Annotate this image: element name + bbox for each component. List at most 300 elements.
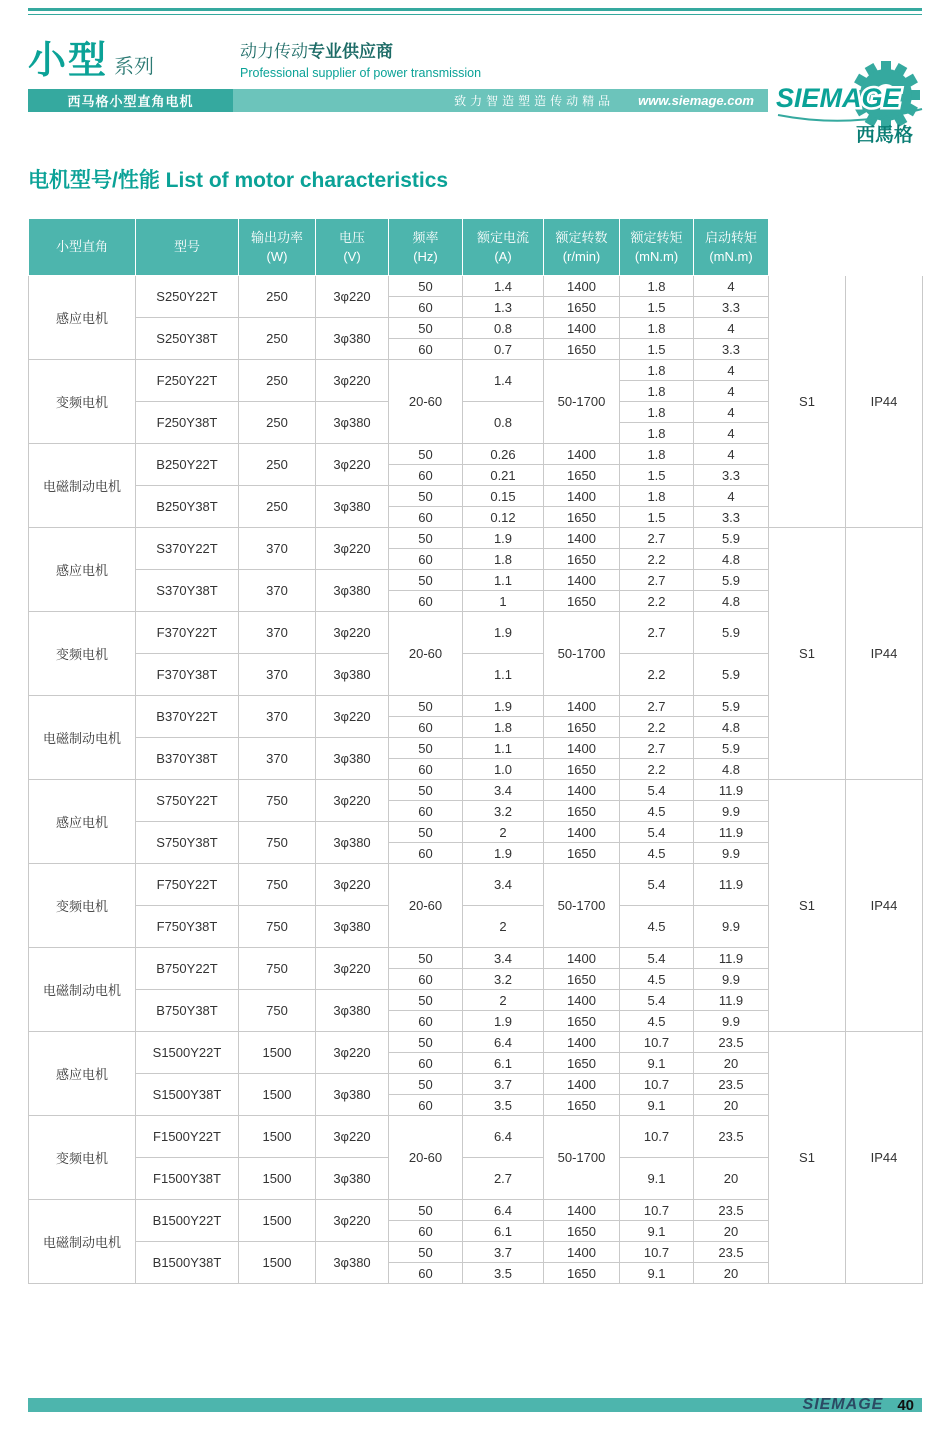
spec-cell: 0.8 bbox=[463, 402, 544, 444]
spec-cell: 5.4 bbox=[620, 948, 694, 969]
rating-cell: IP44 bbox=[846, 1032, 923, 1284]
spec-cell: 2.2 bbox=[620, 591, 694, 612]
series-title bbox=[28, 29, 154, 84]
spec-cell: B370Y22T bbox=[136, 696, 239, 738]
spec-cell: 11.9 bbox=[694, 990, 769, 1011]
spec-cell: 1400 bbox=[544, 948, 620, 969]
spec-cell: 1650 bbox=[544, 1221, 620, 1242]
spec-cell: 2.7 bbox=[620, 528, 694, 549]
spec-cell: 50 bbox=[389, 1200, 463, 1221]
rating-cell: S1 bbox=[769, 276, 846, 528]
spec-cell: 60 bbox=[389, 297, 463, 318]
spec-cell: 50 bbox=[389, 1032, 463, 1053]
spec-cell: 2.7 bbox=[463, 1158, 544, 1200]
spec-cell: 2.2 bbox=[620, 654, 694, 696]
spec-cell: 0.8 bbox=[463, 318, 544, 339]
spec-cell: 4.5 bbox=[620, 906, 694, 948]
spec-cell: 6.1 bbox=[463, 1053, 544, 1074]
spec-cell: 2.2 bbox=[620, 549, 694, 570]
top-rule-secondary bbox=[28, 14, 922, 15]
spec-cell: 20-60 bbox=[389, 864, 463, 948]
spec-cell: 3φ380 bbox=[316, 486, 389, 528]
spec-cell: 1400 bbox=[544, 1200, 620, 1221]
spec-cell: 1.8 bbox=[620, 444, 694, 465]
spec-cell: 1400 bbox=[544, 1242, 620, 1263]
column-header: 电压 (V) bbox=[316, 219, 389, 276]
motor-characteristics-table bbox=[28, 218, 923, 1284]
spec-cell: S250Y22T bbox=[136, 276, 239, 318]
spec-cell: B250Y22T bbox=[136, 444, 239, 486]
spec-cell: 2.7 bbox=[620, 612, 694, 654]
spec-cell: 3φ220 bbox=[316, 1116, 389, 1158]
spec-cell: 250 bbox=[239, 444, 316, 486]
spec-cell: 1.1 bbox=[463, 654, 544, 696]
slogan-cn bbox=[240, 37, 481, 62]
spec-cell: 3.2 bbox=[463, 801, 544, 822]
spec-cell: B750Y38T bbox=[136, 990, 239, 1032]
spec-cell: 4.8 bbox=[694, 549, 769, 570]
spec-cell: 6.4 bbox=[463, 1200, 544, 1221]
spec-cell: 50 bbox=[389, 1242, 463, 1263]
table-header-row bbox=[29, 219, 923, 276]
page-title: 电机型号/性能 List of motor characteristics bbox=[28, 169, 449, 192]
spec-cell: 4.8 bbox=[694, 759, 769, 780]
spec-cell: 3φ380 bbox=[316, 570, 389, 612]
spec-cell: 1400 bbox=[544, 1032, 620, 1053]
spec-cell: 1400 bbox=[544, 738, 620, 759]
spec-cell: 60 bbox=[389, 717, 463, 738]
column-header: 启动转矩 (mN.m) bbox=[694, 219, 769, 276]
spec-cell: S370Y22T bbox=[136, 528, 239, 570]
spec-cell: 1500 bbox=[239, 1242, 316, 1284]
spec-cell: 5.9 bbox=[694, 654, 769, 696]
spec-cell: 1650 bbox=[544, 591, 620, 612]
spec-cell: 1650 bbox=[544, 297, 620, 318]
spec-cell: B750Y22T bbox=[136, 948, 239, 990]
slogan-cn-normal: 动力传动 bbox=[240, 42, 308, 61]
spec-cell: 4 bbox=[694, 360, 769, 381]
rating-cell: S1 bbox=[769, 528, 846, 780]
spec-cell: 4 bbox=[694, 444, 769, 465]
spec-cell: 5.9 bbox=[694, 738, 769, 759]
spec-cell: 370 bbox=[239, 612, 316, 654]
spec-cell: 1.3 bbox=[463, 297, 544, 318]
column-header-blank bbox=[769, 219, 846, 276]
spec-cell: 5.4 bbox=[620, 780, 694, 801]
spec-cell: 1400 bbox=[544, 696, 620, 717]
spec-cell: 60 bbox=[389, 591, 463, 612]
spec-cell: 2 bbox=[463, 906, 544, 948]
spec-cell: 1.9 bbox=[463, 696, 544, 717]
category-cell: 感应电机 bbox=[29, 276, 136, 360]
spec-cell: F250Y38T bbox=[136, 402, 239, 444]
spec-cell: 6.4 bbox=[463, 1116, 544, 1158]
spec-cell: 11.9 bbox=[694, 822, 769, 843]
spec-cell: 3φ380 bbox=[316, 1242, 389, 1284]
spec-cell: 9.1 bbox=[620, 1263, 694, 1284]
spec-cell: B1500Y38T bbox=[136, 1242, 239, 1284]
category-cell: 电磁制动电机 bbox=[29, 948, 136, 1032]
spec-cell: 3.7 bbox=[463, 1074, 544, 1095]
spec-cell: 4 bbox=[694, 423, 769, 444]
spec-cell: 1.9 bbox=[463, 528, 544, 549]
slogan bbox=[240, 37, 481, 80]
spec-cell: 3φ220 bbox=[316, 276, 389, 318]
column-header: 输出功率 (W) bbox=[239, 219, 316, 276]
spec-cell: 9.1 bbox=[620, 1095, 694, 1116]
spec-cell: 50 bbox=[389, 822, 463, 843]
spec-cell: 23.5 bbox=[694, 1032, 769, 1053]
spec-cell: B370Y38T bbox=[136, 738, 239, 780]
spec-cell: 50 bbox=[389, 1074, 463, 1095]
spec-cell: 60 bbox=[389, 1053, 463, 1074]
spec-cell: 250 bbox=[239, 486, 316, 528]
band-url-link[interactable]: www.siemage.com bbox=[638, 93, 754, 108]
spec-cell: 1400 bbox=[544, 318, 620, 339]
spec-cell: 3.5 bbox=[463, 1263, 544, 1284]
footer-page-number: 40 bbox=[897, 1396, 914, 1414]
spec-cell: 5.9 bbox=[694, 528, 769, 549]
spec-cell: 3φ220 bbox=[316, 696, 389, 738]
category-cell: 感应电机 bbox=[29, 528, 136, 612]
column-header: 型号 bbox=[136, 219, 239, 276]
spec-cell: 0.26 bbox=[463, 444, 544, 465]
column-header: 额定转数 (r/min) bbox=[544, 219, 620, 276]
spec-cell: 1.4 bbox=[463, 276, 544, 297]
spec-cell: 1650 bbox=[544, 717, 620, 738]
spec-cell: 1.8 bbox=[620, 318, 694, 339]
spec-cell: F1500Y38T bbox=[136, 1158, 239, 1200]
spec-cell: 1.8 bbox=[620, 276, 694, 297]
spec-cell: 5.4 bbox=[620, 822, 694, 843]
spec-cell: 50-1700 bbox=[544, 1116, 620, 1200]
spec-cell: 60 bbox=[389, 549, 463, 570]
spec-cell: 1.5 bbox=[620, 339, 694, 360]
spec-cell: F750Y38T bbox=[136, 906, 239, 948]
spec-cell: 3.4 bbox=[463, 948, 544, 969]
spec-cell: 750 bbox=[239, 780, 316, 822]
spec-cell: 1.0 bbox=[463, 759, 544, 780]
spec-cell: 1400 bbox=[544, 486, 620, 507]
spec-cell: 0.15 bbox=[463, 486, 544, 507]
spec-cell: 50 bbox=[389, 570, 463, 591]
spec-cell: 3φ220 bbox=[316, 528, 389, 570]
spec-cell: 3φ220 bbox=[316, 864, 389, 906]
spec-cell: 3φ380 bbox=[316, 906, 389, 948]
spec-cell: 750 bbox=[239, 822, 316, 864]
spec-cell: F1500Y22T bbox=[136, 1116, 239, 1158]
spec-cell: 60 bbox=[389, 339, 463, 360]
spec-cell: S750Y38T bbox=[136, 822, 239, 864]
spec-cell: 1.8 bbox=[463, 549, 544, 570]
rating-cell: S1 bbox=[769, 780, 846, 1032]
table-row bbox=[29, 780, 923, 801]
spec-cell: 20 bbox=[694, 1053, 769, 1074]
logo-cn: 西馬格 bbox=[856, 125, 914, 146]
spec-cell: 9.1 bbox=[620, 1053, 694, 1074]
spec-cell: 50 bbox=[389, 780, 463, 801]
table-body bbox=[29, 276, 923, 1284]
spec-cell: 1.8 bbox=[620, 486, 694, 507]
spec-cell: 50 bbox=[389, 486, 463, 507]
spec-cell: 1400 bbox=[544, 990, 620, 1011]
spec-cell: 2 bbox=[463, 822, 544, 843]
spec-cell: 1.5 bbox=[620, 297, 694, 318]
spec-cell: 50 bbox=[389, 444, 463, 465]
spec-cell: 4 bbox=[694, 486, 769, 507]
category-cell: 电磁制动电机 bbox=[29, 696, 136, 780]
spec-cell: 3φ380 bbox=[316, 402, 389, 444]
spec-cell: 10.7 bbox=[620, 1200, 694, 1221]
spec-cell: 2.7 bbox=[620, 738, 694, 759]
spec-cell: 1400 bbox=[544, 444, 620, 465]
spec-cell: 1400 bbox=[544, 822, 620, 843]
spec-cell: 60 bbox=[389, 843, 463, 864]
spec-cell: 9.9 bbox=[694, 843, 769, 864]
band-tagline: 致力智造塑造传动精品 bbox=[454, 94, 615, 108]
spec-cell: 4.5 bbox=[620, 801, 694, 822]
spec-cell: 3.7 bbox=[463, 1242, 544, 1263]
spec-cell: 1500 bbox=[239, 1158, 316, 1200]
spec-cell: 2.7 bbox=[620, 570, 694, 591]
spec-cell: 20-60 bbox=[389, 1116, 463, 1200]
spec-cell: 1650 bbox=[544, 759, 620, 780]
column-header: 额定转矩 (mN.m) bbox=[620, 219, 694, 276]
spec-cell: 1.5 bbox=[620, 507, 694, 528]
spec-cell: 5.9 bbox=[694, 696, 769, 717]
spec-cell: 9.1 bbox=[620, 1221, 694, 1242]
spec-cell: 3φ380 bbox=[316, 822, 389, 864]
spec-cell: 50 bbox=[389, 948, 463, 969]
category-cell: 变频电机 bbox=[29, 1116, 136, 1200]
spec-cell: 60 bbox=[389, 759, 463, 780]
spec-cell: 1650 bbox=[544, 549, 620, 570]
spec-cell: 10.7 bbox=[620, 1242, 694, 1263]
column-header-blank bbox=[846, 219, 923, 276]
spec-cell: 370 bbox=[239, 738, 316, 780]
spec-cell: 11.9 bbox=[694, 780, 769, 801]
product-band-right bbox=[233, 89, 768, 112]
spec-cell: 3φ380 bbox=[316, 990, 389, 1032]
table-row bbox=[29, 276, 923, 297]
spec-cell: 3.4 bbox=[463, 780, 544, 801]
category-cell: 变频电机 bbox=[29, 612, 136, 696]
spec-cell: 3.3 bbox=[694, 297, 769, 318]
spec-cell: 9.9 bbox=[694, 906, 769, 948]
spec-cell: 10.7 bbox=[620, 1116, 694, 1158]
column-header: 额定电流 (A) bbox=[463, 219, 544, 276]
spec-cell: 1.8 bbox=[620, 423, 694, 444]
spec-cell: 20 bbox=[694, 1221, 769, 1242]
spec-cell: 1.8 bbox=[463, 717, 544, 738]
spec-cell: 9.9 bbox=[694, 801, 769, 822]
spec-cell: F750Y22T bbox=[136, 864, 239, 906]
product-band bbox=[28, 89, 768, 112]
spec-cell: 1650 bbox=[544, 339, 620, 360]
spec-cell: F370Y22T bbox=[136, 612, 239, 654]
spec-cell: 0.12 bbox=[463, 507, 544, 528]
spec-cell: 2.7 bbox=[620, 696, 694, 717]
spec-cell: 3φ220 bbox=[316, 612, 389, 654]
spec-cell: 1400 bbox=[544, 528, 620, 549]
spec-cell: S1500Y22T bbox=[136, 1032, 239, 1074]
spec-cell: 370 bbox=[239, 570, 316, 612]
spec-cell: 250 bbox=[239, 402, 316, 444]
category-cell: 电磁制动电机 bbox=[29, 1200, 136, 1284]
spec-cell: 2.2 bbox=[620, 717, 694, 738]
rating-cell: IP44 bbox=[846, 528, 923, 780]
spec-cell: 60 bbox=[389, 465, 463, 486]
spec-cell: 9.9 bbox=[694, 969, 769, 990]
spec-cell: 2.2 bbox=[620, 759, 694, 780]
spec-cell: 50-1700 bbox=[544, 360, 620, 444]
spec-cell: 3φ220 bbox=[316, 780, 389, 822]
spec-cell: 1650 bbox=[544, 1095, 620, 1116]
spec-cell: 1400 bbox=[544, 570, 620, 591]
spec-cell: F370Y38T bbox=[136, 654, 239, 696]
category-cell: 变频电机 bbox=[29, 360, 136, 444]
footer-brand: SIEMAGE bbox=[802, 1396, 884, 1413]
spec-cell: 1.8 bbox=[620, 402, 694, 423]
column-header: 小型直角 bbox=[29, 219, 136, 276]
spec-cell: 50 bbox=[389, 990, 463, 1011]
spec-cell: 1500 bbox=[239, 1074, 316, 1116]
spec-cell: 1.9 bbox=[463, 843, 544, 864]
spec-cell: 3φ380 bbox=[316, 1158, 389, 1200]
spec-cell: 3.5 bbox=[463, 1095, 544, 1116]
spec-cell: 1650 bbox=[544, 1011, 620, 1032]
spec-cell: 9.9 bbox=[694, 1011, 769, 1032]
rating-cell: IP44 bbox=[846, 276, 923, 528]
spec-cell: 750 bbox=[239, 864, 316, 906]
spec-cell: 50 bbox=[389, 696, 463, 717]
spec-cell: 1400 bbox=[544, 780, 620, 801]
spec-cell: 1.1 bbox=[463, 570, 544, 591]
spec-cell: 23.5 bbox=[694, 1200, 769, 1221]
spec-cell: S1500Y38T bbox=[136, 1074, 239, 1116]
spec-cell: 1400 bbox=[544, 1074, 620, 1095]
spec-cell: 20-60 bbox=[389, 612, 463, 696]
spec-cell: 3.3 bbox=[694, 339, 769, 360]
spec-cell: 0.7 bbox=[463, 339, 544, 360]
spec-cell: 1.1 bbox=[463, 738, 544, 759]
slogan-en: Professional supplier of power transmission bbox=[240, 66, 482, 80]
spec-cell: 3.3 bbox=[694, 465, 769, 486]
spec-cell: 1.9 bbox=[463, 612, 544, 654]
footer-bar bbox=[28, 1398, 922, 1412]
spec-cell: 50-1700 bbox=[544, 612, 620, 696]
spec-cell: 1650 bbox=[544, 465, 620, 486]
spec-cell: 1.9 bbox=[463, 1011, 544, 1032]
spec-cell: 1650 bbox=[544, 969, 620, 990]
spec-cell: 50 bbox=[389, 318, 463, 339]
spec-cell: 20-60 bbox=[389, 360, 463, 444]
spec-cell: 3φ380 bbox=[316, 318, 389, 360]
spec-cell: 1650 bbox=[544, 843, 620, 864]
spec-cell: 3φ380 bbox=[316, 1074, 389, 1116]
page-header bbox=[28, 8, 922, 146]
spec-cell: 370 bbox=[239, 696, 316, 738]
category-cell: 感应电机 bbox=[29, 1032, 136, 1116]
spec-cell: 20 bbox=[694, 1158, 769, 1200]
spec-cell: B1500Y22T bbox=[136, 1200, 239, 1242]
spec-cell: 3.4 bbox=[463, 864, 544, 906]
spec-cell: 23.5 bbox=[694, 1242, 769, 1263]
spec-cell: B250Y38T bbox=[136, 486, 239, 528]
spec-cell: 1.8 bbox=[620, 381, 694, 402]
column-header: 频率 (Hz) bbox=[389, 219, 463, 276]
spec-cell: 20 bbox=[694, 1263, 769, 1284]
spec-cell: 4 bbox=[694, 276, 769, 297]
spec-cell: 60 bbox=[389, 1095, 463, 1116]
spec-cell: 4.5 bbox=[620, 1011, 694, 1032]
spec-cell: 3φ220 bbox=[316, 360, 389, 402]
spec-cell: 1650 bbox=[544, 1053, 620, 1074]
spec-cell: 3.3 bbox=[694, 507, 769, 528]
spec-cell: 4 bbox=[694, 381, 769, 402]
spec-cell: 4.8 bbox=[694, 717, 769, 738]
spec-cell: 1 bbox=[463, 591, 544, 612]
table-row bbox=[29, 528, 923, 549]
spec-cell: 3φ220 bbox=[316, 1032, 389, 1074]
spec-cell: 5.4 bbox=[620, 864, 694, 906]
spec-cell: 50 bbox=[389, 276, 463, 297]
product-band-label: 西马格小型直角电机 bbox=[28, 89, 233, 112]
table-row bbox=[29, 1032, 923, 1053]
spec-cell: 60 bbox=[389, 1221, 463, 1242]
spec-cell: 5.4 bbox=[620, 990, 694, 1011]
spec-cell: 60 bbox=[389, 1011, 463, 1032]
logo-wordmark: SIEMAGE bbox=[776, 83, 901, 113]
spec-cell: 1500 bbox=[239, 1200, 316, 1242]
spec-cell: 1500 bbox=[239, 1032, 316, 1074]
spec-cell: 2 bbox=[463, 990, 544, 1011]
spec-cell: 3φ380 bbox=[316, 654, 389, 696]
category-cell: 变频电机 bbox=[29, 864, 136, 948]
spec-cell: 23.5 bbox=[694, 1116, 769, 1158]
spec-cell: S750Y22T bbox=[136, 780, 239, 822]
spec-cell: S370Y38T bbox=[136, 570, 239, 612]
spec-cell: 0.21 bbox=[463, 465, 544, 486]
spec-cell: 60 bbox=[389, 1263, 463, 1284]
spec-cell: 60 bbox=[389, 801, 463, 822]
spec-cell: 10.7 bbox=[620, 1032, 694, 1053]
category-cell: 感应电机 bbox=[29, 780, 136, 864]
siemage-logo bbox=[774, 59, 926, 149]
spec-cell: 11.9 bbox=[694, 864, 769, 906]
spec-cell: 1.5 bbox=[620, 465, 694, 486]
spec-cell: 3.2 bbox=[463, 969, 544, 990]
spec-cell: 1.4 bbox=[463, 360, 544, 402]
spec-cell: 1650 bbox=[544, 1263, 620, 1284]
slogan-cn-bold: 专业供应商 bbox=[308, 42, 393, 61]
spec-cell: 4.5 bbox=[620, 969, 694, 990]
spec-cell: 6.4 bbox=[463, 1032, 544, 1053]
spec-cell: 50 bbox=[389, 528, 463, 549]
spec-cell: 5.9 bbox=[694, 570, 769, 591]
spec-cell: 1.8 bbox=[620, 360, 694, 381]
spec-cell: 3φ220 bbox=[316, 948, 389, 990]
series-title-cn: 小型 bbox=[28, 40, 109, 82]
spec-cell: 250 bbox=[239, 360, 316, 402]
spec-cell: S250Y38T bbox=[136, 318, 239, 360]
spec-cell: 1650 bbox=[544, 801, 620, 822]
spec-cell: 1500 bbox=[239, 1116, 316, 1158]
spec-cell: 4 bbox=[694, 318, 769, 339]
spec-cell: 60 bbox=[389, 969, 463, 990]
spec-cell: 6.1 bbox=[463, 1221, 544, 1242]
series-title-suffix: 系列 bbox=[114, 56, 155, 78]
